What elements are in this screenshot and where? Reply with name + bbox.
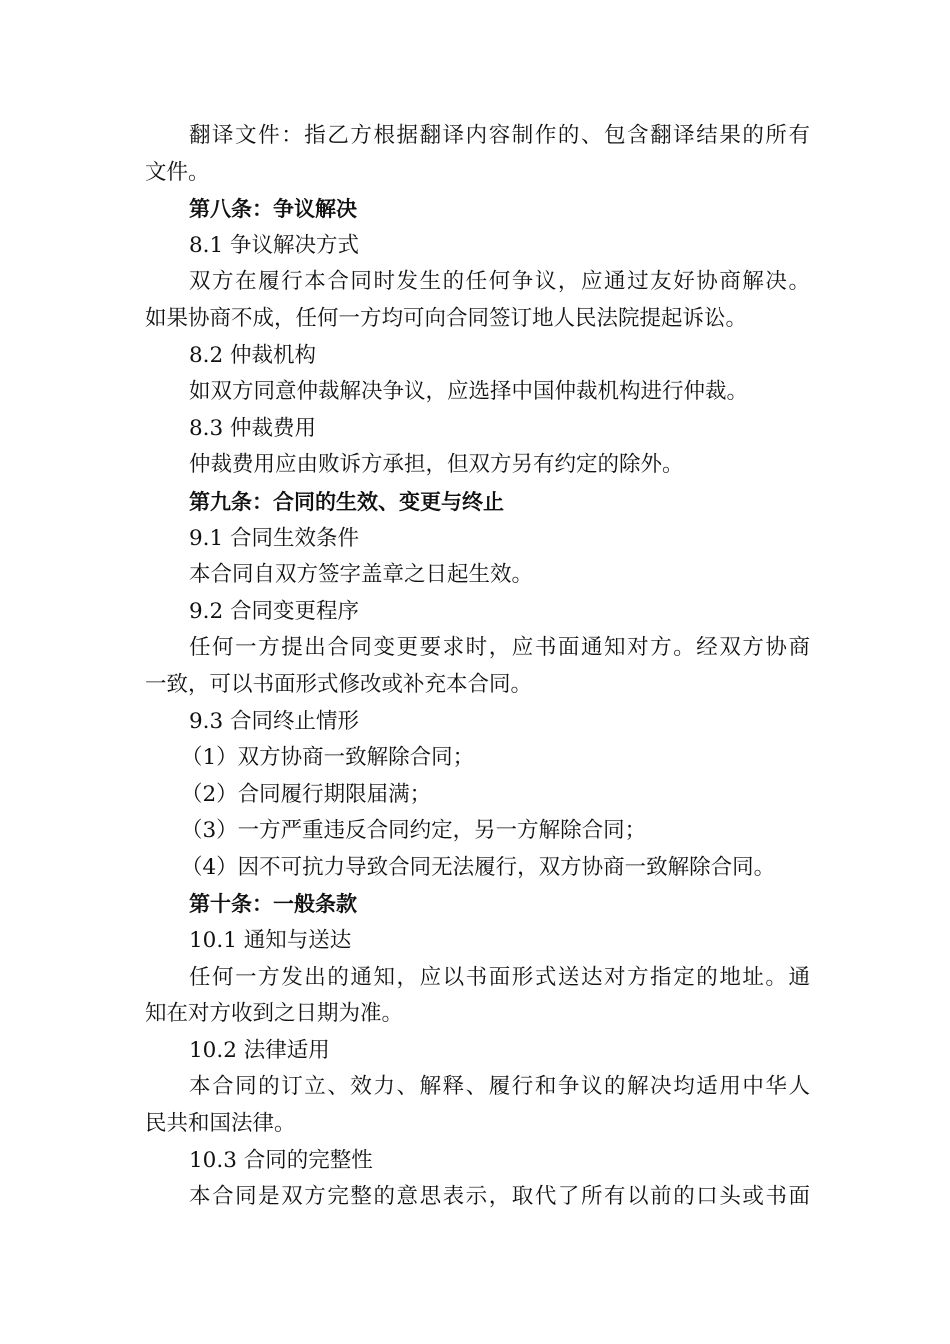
paragraph-line: 仲裁费用应由败诉方承担，但双方另有约定的除外。 (189, 452, 684, 478)
paragraph-line: 双方在履行本合同时发生的任何争议，应通过友好协商解决。 (189, 269, 810, 295)
subsection-title: 9.3 合同终止情形 (189, 708, 360, 734)
paragraph-line: 文件。 (145, 159, 210, 185)
list-item: （2）合同履行期限届满； (181, 781, 432, 807)
paragraph-line: 如果协商不成，任何一方均可向合同签订地人民法院提起诉讼。 (145, 305, 748, 331)
paragraph-line: 任何一方发出的通知，应以书面形式送达对方指定的地址。通 (189, 964, 810, 990)
document-body (145, 118, 810, 1216)
paragraph-line: 一致，可以书面形式修改或补充本合同。 (145, 671, 533, 697)
paragraph-line: 翻译文件：指乙方根据翻译内容制作的、包含翻译结果的所有 (189, 123, 810, 148)
subsection-title: 9.1 合同生效条件 (189, 525, 360, 551)
paragraph-line: 本合同的订立、效力、解释、履行和争议的解决均适用中华人 (189, 1074, 810, 1100)
paragraph-line: 知在对方收到之日期为准。 (145, 1001, 404, 1027)
subsection-title: 8.1 争议解决方式 (189, 232, 360, 258)
subsection-title: 8.2 仲裁机构 (189, 342, 317, 368)
subsection-title: 10.2 法律适用 (189, 1037, 330, 1063)
paragraph-line: 本合同自双方签字盖章之日起生效。 (189, 562, 534, 588)
list-item: （3）一方严重违反合同约定，另一方解除合同； (181, 818, 647, 844)
paragraph-line: 民共和国法律。 (145, 1111, 296, 1137)
paragraph-line: 任何一方提出合同变更要求时，应书面通知对方。经双方协商 (189, 635, 810, 661)
paragraph-line: 本合同是双方完整的意思表示，取代了所有以前的口头或书面 (189, 1184, 810, 1210)
section-heading: 第九条：合同的生效、变更与终止 (189, 489, 504, 514)
subsection-title: 10.3 合同的完整性 (189, 1147, 373, 1173)
subsection-title: 10.1 通知与送达 (189, 928, 352, 954)
section-heading: 第十条：一般条款 (189, 892, 357, 917)
list-item: （4）因不可抗力导致合同无法履行，双方协商一致解除合同。 (181, 854, 776, 880)
subsection-title: 9.2 合同变更程序 (189, 598, 360, 624)
list-item: （1）双方协商一致解除合同； (181, 745, 475, 771)
section-heading: 第八条：争议解决 (189, 197, 357, 222)
paragraph-line: 如双方同意仲裁解决争议，应选择中国仲裁机构进行仲裁。 (189, 379, 749, 405)
subsection-title: 8.3 仲裁费用 (189, 415, 317, 441)
